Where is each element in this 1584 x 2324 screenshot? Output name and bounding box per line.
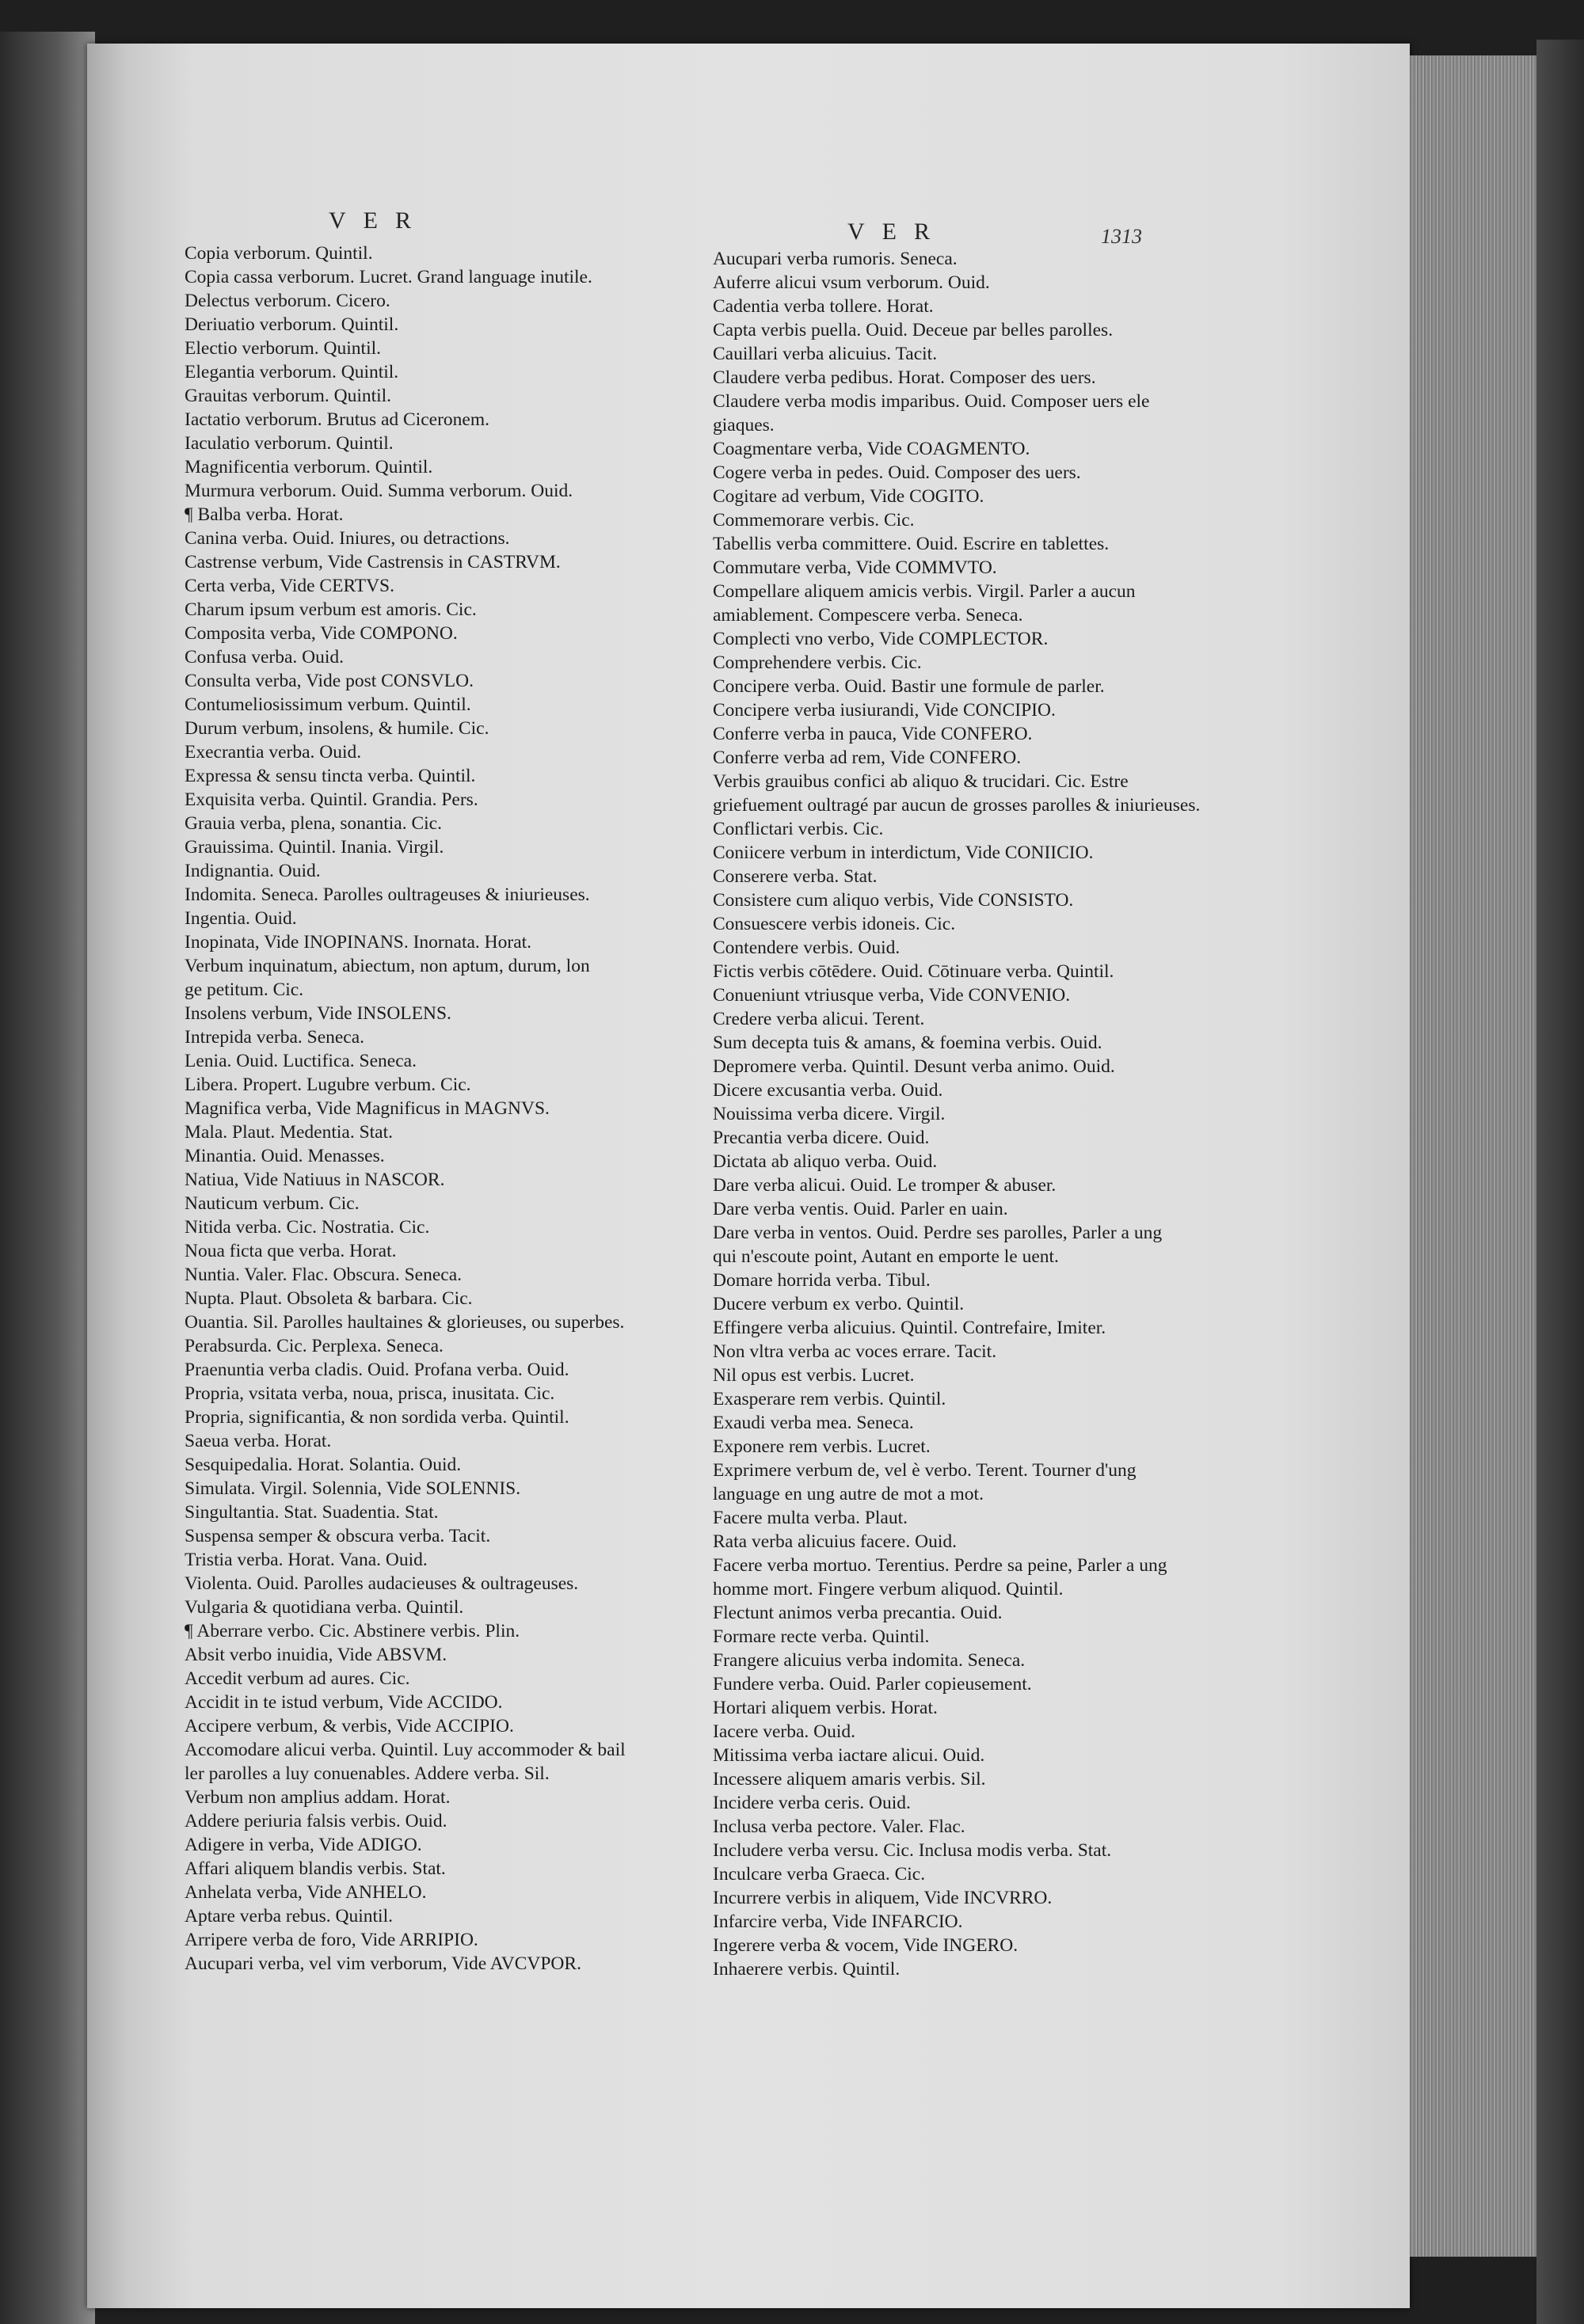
entry-line: Contumeliosissimum verbum. Quintil.: [185, 694, 471, 715]
entry-line: giaques.: [713, 415, 775, 436]
entry-line: Consuescere verbis idoneis. Cic.: [713, 914, 956, 934]
entry-line: Minantia. Ouid. Menasses.: [185, 1146, 385, 1166]
left-page-edge: [0, 32, 95, 2324]
entry-line: Noua ficta que verba. Horat.: [185, 1241, 397, 1261]
entry-line: Affari aliquem blandis verbis. Stat.: [185, 1858, 446, 1879]
entry-line: Tabellis verba committere. Ouid. Escrire en tablettes.: [713, 534, 1110, 554]
entry-line: Aucupari verba rumoris. Seneca.: [713, 249, 958, 269]
entry-line: Propria, vsitata verba, noua, prisca, inusitata. Cic.: [185, 1383, 555, 1404]
entry-line: language en ung autre de mot a mot.: [713, 1484, 984, 1504]
entry-line: Expressa & sensu tincta verba. Quintil.: [185, 766, 476, 786]
entry-line: Ducere verbum ex verbo. Quintil.: [713, 1294, 965, 1314]
entry-line: Exasperare rem verbis. Quintil.: [713, 1389, 946, 1409]
entry-line: Vulgaria & quotidiana verba. Quintil.: [185, 1597, 464, 1618]
entry-line: Nupta. Plaut. Obsoleta & barbara. Cic.: [185, 1288, 473, 1309]
running-head-left: VER: [329, 207, 428, 234]
entry-line: Intrepida verba. Seneca.: [185, 1027, 365, 1048]
entry-line: Absit verbo inuidia, Vide ABSVM.: [185, 1645, 447, 1665]
entry-line: Claudere verba pedibus. Horat. Composer des uers.: [713, 367, 1096, 388]
book-cover-edge: [1536, 40, 1584, 2324]
entry-line: Suspensa semper & obscura verba. Tacit.: [185, 1526, 491, 1546]
entry-line: Nitida verba. Cic. Nostratia. Cic.: [185, 1217, 430, 1238]
entry-line: Facere verba mortuo. Terentius. Perdre sa peine, Parler a ung: [713, 1555, 1167, 1576]
entry-line: Anhelata verba, Vide ANHELO.: [185, 1882, 427, 1903]
entry-line: Effingere verba alicuius. Quintil. Contrefaire, Imiter.: [713, 1318, 1106, 1338]
entry-line: Dicere excusantia verba. Ouid.: [713, 1080, 943, 1101]
entry-line: Exponere rem verbis. Lucret.: [713, 1436, 931, 1457]
entry-line: Castrense verbum, Vide Castrensis in CASTRVM.: [185, 552, 561, 572]
entry-line: Fictis verbis cōtēdere. Ouid. Cōtinuare verba. Quintil.: [713, 961, 1114, 982]
left-column: [185, 242, 626, 1976]
entry-line: Deriuatio verborum. Quintil.: [185, 314, 399, 335]
entry-line: Credere verba alicui. Terent.: [713, 1009, 925, 1029]
entry-line: ¶ Balba verba. Horat.: [185, 504, 344, 525]
entry-line: homme mort. Fingere verbum aliquod. Quintil.: [713, 1579, 1064, 1599]
entry-line: Nil opus est verbis. Lucret.: [713, 1365, 915, 1386]
entry-line: Cauillari verba alicuius. Tacit.: [713, 344, 938, 364]
entry-line: Libera. Propert. Lugubre verbum. Cic.: [185, 1075, 471, 1095]
entry-line: Auferre alicui vsum verborum. Ouid.: [713, 272, 990, 293]
entry-line: Conferre verba ad rem, Vide CONFERO.: [713, 747, 1022, 768]
entry-line: Certa verba, Vide CERTVS.: [185, 576, 394, 596]
entry-line: Ouantia. Sil. Parolles haultaines & glorieuses, ou superbes.: [185, 1312, 625, 1333]
entry-line: Concipere verba. Ouid. Bastir une formule de parler.: [713, 676, 1105, 697]
entry-line: Non vltra verba ac voces errare. Tacit.: [713, 1341, 997, 1362]
entry-line: amiablement. Compescere verba. Seneca.: [713, 605, 1023, 626]
entry-line: Iacere verba. Ouid.: [713, 1721, 856, 1742]
entry-line: Nauticum verbum. Cic.: [185, 1193, 360, 1214]
entry-line: Durum verbum, insolens, & humile. Cic.: [185, 718, 489, 739]
entry-line: Iaculatio verborum. Quintil.: [185, 433, 394, 454]
entry-line: Indomita. Seneca. Parolles oultrageuses & iniurieuses.: [185, 884, 590, 905]
entry-line: Cogere verba in pedes. Ouid. Composer des uers.: [713, 462, 1081, 483]
entry-line: Incurrere verbis in aliquem, Vide INCVRRO.: [713, 1888, 1053, 1908]
entry-line: Saeua verba. Horat.: [185, 1431, 332, 1451]
entry-line: Dare verba in ventos. Ouid. Perdre ses parolles, Parler a ung: [713, 1223, 1163, 1243]
entry-line: Formare recte verba. Quintil.: [713, 1626, 930, 1647]
entry-line: Conflictari verbis. Cic.: [713, 819, 884, 839]
entry-line: Nouissima verba dicere. Virgil.: [713, 1104, 946, 1124]
entry-line: Adigere in verba, Vide ADIGO.: [185, 1835, 422, 1855]
right-column: [713, 247, 1200, 1981]
entry-line: Concipere verba iusiurandi, Vide CONCIPIO.: [713, 700, 1056, 721]
entry-line: Natiua, Vide Natiuus in NASCOR.: [185, 1170, 445, 1190]
entry-line: Praenuntia verba cladis. Ouid. Profana verba. Ouid.: [185, 1360, 569, 1380]
entry-line: Addere periuria falsis verbis. Ouid.: [185, 1811, 447, 1831]
entry-line: Dare verba alicui. Ouid. Le tromper & abuser.: [713, 1175, 1057, 1196]
entry-line: Complecti vno verbo, Vide COMPLECTOR.: [713, 629, 1049, 649]
entry-line: Precantia verba dicere. Ouid.: [713, 1128, 930, 1148]
entry-line: Fundere verba. Ouid. Parler copieusement.: [713, 1674, 1032, 1695]
entry-line: Depromere verba. Quintil. Desunt verba animo. Ouid.: [713, 1056, 1115, 1077]
entry-line: Indignantia. Ouid.: [185, 861, 321, 881]
entry-line: Cadentia verba tollere. Horat.: [713, 296, 934, 317]
entry-line: Verbum inquinatum, abiectum, non aptum, durum, lon: [185, 956, 590, 976]
entry-line: Confusa verba. Ouid.: [185, 647, 345, 668]
entry-line: qui n'escoute point, Autant en emporte le uent.: [713, 1246, 1059, 1267]
entry-line: Domare horrida verba. Tibul.: [713, 1270, 931, 1291]
entry-line: Accipere verbum, & verbis, Vide ACCIPIO.: [185, 1716, 514, 1736]
entry-line: ge petitum. Cic.: [185, 979, 304, 1000]
entry-line: Incidere verba ceris. Ouid.: [713, 1793, 911, 1813]
entry-line: Propria, significantia, & non sordida verba. Quintil.: [185, 1407, 569, 1428]
entry-line: Exaudi verba mea. Seneca.: [713, 1413, 914, 1433]
entry-line: Sum decepta tuis & amans, & foemina verbis. Ouid.: [713, 1033, 1102, 1053]
entry-line: Magnifica verba, Vide Magnificus in MAGNVS.: [185, 1098, 550, 1119]
entry-line: Coagmentare verba, Vide COAGMENTO.: [713, 439, 1030, 459]
entry-line: Comprehendere verbis. Cic.: [713, 652, 922, 673]
entry-line: Nuntia. Valer. Flac. Obscura. Seneca.: [185, 1265, 462, 1285]
entry-line: Inculcare verba Graeca. Cic.: [713, 1864, 926, 1885]
entry-line: Compellare aliquem amicis verbis. Virgil. Parler a aucun: [713, 581, 1136, 602]
entry-line: Conserere verba. Stat.: [713, 866, 878, 887]
entry-line: Inhaerere verbis. Quintil.: [713, 1959, 901, 1980]
entry-line: Murmura verborum. Ouid. Summa verborum. Ouid.: [185, 481, 573, 501]
entry-line: Accidit in te istud verbum, Vide ACCIDO.: [185, 1692, 503, 1713]
entry-line: Infarcire verba, Vide INFARCIO.: [713, 1911, 963, 1932]
entry-line: Cogitare ad verbum, Vide COGITO.: [713, 486, 984, 507]
entry-line: Charum ipsum verbum est amoris. Cic.: [185, 599, 477, 620]
entry-line: Commutare verba, Vide COMMVTO.: [713, 557, 997, 578]
entry-line: Arripere verba de foro, Vide ARRIPIO.: [185, 1930, 478, 1950]
page-number: 1313: [1101, 225, 1142, 248]
entry-line: Ingentia. Ouid.: [185, 908, 297, 929]
entry-line: Claudere verba modis imparibus. Ouid. Composer uers ele: [713, 391, 1150, 412]
entry-line: Lenia. Ouid. Luctifica. Seneca.: [185, 1051, 417, 1071]
entry-line: Perabsurda. Cic. Perplexa. Seneca.: [185, 1336, 444, 1356]
entry-line: Iactatio verborum. Brutus ad Ciceronem.: [185, 409, 490, 430]
entry-line: Consistere cum aliquo verbis, Vide CONSISTO.: [713, 890, 1074, 911]
entry-line: Frangere alicuius verba indomita. Seneca.: [713, 1650, 1026, 1671]
entry-line: Exprimere verbum de, vel è verbo. Terent. Tourner d'ung: [713, 1460, 1137, 1481]
entry-line: Inclusa verba pectore. Valer. Flac.: [713, 1816, 965, 1837]
entry-line: Execrantia verba. Ouid.: [185, 742, 362, 763]
entry-line: Copia verborum. Quintil.: [185, 243, 373, 264]
entry-line: Composita verba, Vide COMPONO.: [185, 623, 458, 644]
entry-line: Accedit verbum ad aures. Cic.: [185, 1668, 410, 1689]
entry-line: Verbis grauibus confici ab aliquo & trucidari. Cic. Estre: [713, 771, 1129, 792]
entry-line: Accomodare alicui verba. Quintil. Luy accommoder & bail: [185, 1740, 626, 1760]
entry-line: griefuement oultragé par aucun de grosses parolles & iniurieuses.: [713, 795, 1201, 816]
entry-line: Hortari aliquem verbis. Horat.: [713, 1698, 938, 1718]
entry-line: Inopinata, Vide INOPINANS. Inornata. Horat.: [185, 932, 532, 953]
entry-line: Contendere verbis. Ouid.: [713, 938, 901, 958]
entry-line: Mitissima verba iactare alicui. Ouid.: [713, 1745, 985, 1766]
entry-line: Incessere aliquem amaris verbis. Sil.: [713, 1769, 986, 1790]
entry-line: Aptare verba rebus. Quintil.: [185, 1906, 393, 1927]
entry-line: Ingerere verba & vocem, Vide INGERO.: [713, 1935, 1019, 1956]
running-head-right: VER: [847, 219, 947, 245]
entry-line: Sesquipedalia. Horat. Solantia. Ouid.: [185, 1455, 462, 1475]
entry-line: Consulta verba, Vide post CONSVLO.: [185, 671, 474, 691]
entry-line: Conueniunt vtriusque verba, Vide CONVENIO.: [713, 985, 1071, 1006]
entry-line: Insolens verbum, Vide INSOLENS.: [185, 1003, 451, 1024]
entry-line: Grauitas verborum. Quintil.: [185, 386, 392, 406]
entry-line: Electio verborum. Quintil.: [185, 338, 382, 359]
entry-line: Mala. Plaut. Medentia. Stat.: [185, 1122, 394, 1143]
entry-line: Dare verba ventis. Ouid. Parler en uain.: [713, 1199, 1008, 1219]
entry-line: Aucupari verba, vel vim verborum, Vide AVCVPOR.: [185, 1953, 581, 1974]
entry-line: Exquisita verba. Quintil. Grandia. Pers.: [185, 789, 478, 810]
entry-line: Coniicere verbum in interdictum, Vide CONIICIO.: [713, 842, 1094, 863]
entry-line: Dictata ab aliquo verba. Ouid.: [713, 1151, 938, 1172]
entry-line: Commemorare verbis. Cic.: [713, 510, 915, 531]
entry-line: Conferre verba in pauca, Vide CONFERO.: [713, 724, 1033, 744]
entry-line: Flectunt animos verba precantia. Ouid.: [713, 1603, 1003, 1623]
entry-line: Simulata. Virgil. Solennia, Vide SOLENNIS.: [185, 1478, 521, 1499]
entry-line: Delectus verborum. Cicero.: [185, 291, 390, 311]
entry-line: Magnificentia verborum. Quintil.: [185, 457, 433, 477]
entry-line: Singultantia. Stat. Suadentia. Stat.: [185, 1502, 439, 1523]
entry-line: Copia cassa verborum. Lucret. Grand language inutile.: [185, 267, 592, 287]
entry-line: Elegantia verborum. Quintil.: [185, 362, 399, 382]
entry-line: Verbum non amplius addam. Horat.: [185, 1787, 451, 1808]
entry-line: Facere multa verba. Plaut.: [713, 1508, 908, 1528]
entry-line: ler parolles a luy conuenables. Addere verba. Sil.: [185, 1763, 550, 1784]
entry-line: Includere verba versu. Cic. Inclusa modis verba. Stat.: [713, 1840, 1112, 1861]
entry-line: Capta verbis puella. Ouid. Deceue par belles parolles.: [713, 320, 1114, 340]
entry-line: Violenta. Ouid. Parolles audacieuses & oultrageuses.: [185, 1573, 579, 1594]
entry-line: Grauissima. Quintil. Inania. Virgil.: [185, 837, 444, 858]
entry-line: Grauia verba, plena, sonantia. Cic.: [185, 813, 442, 834]
entry-line: Rata verba alicuius facere. Ouid.: [713, 1531, 957, 1552]
entry-line: ¶ Aberrare verbo. Cic. Abstinere verbis. Plin.: [185, 1621, 520, 1641]
entry-line: Canina verba. Ouid. Iniures, ou detractions.: [185, 528, 510, 549]
entry-line: Tristia verba. Horat. Vana. Ouid.: [185, 1550, 428, 1570]
